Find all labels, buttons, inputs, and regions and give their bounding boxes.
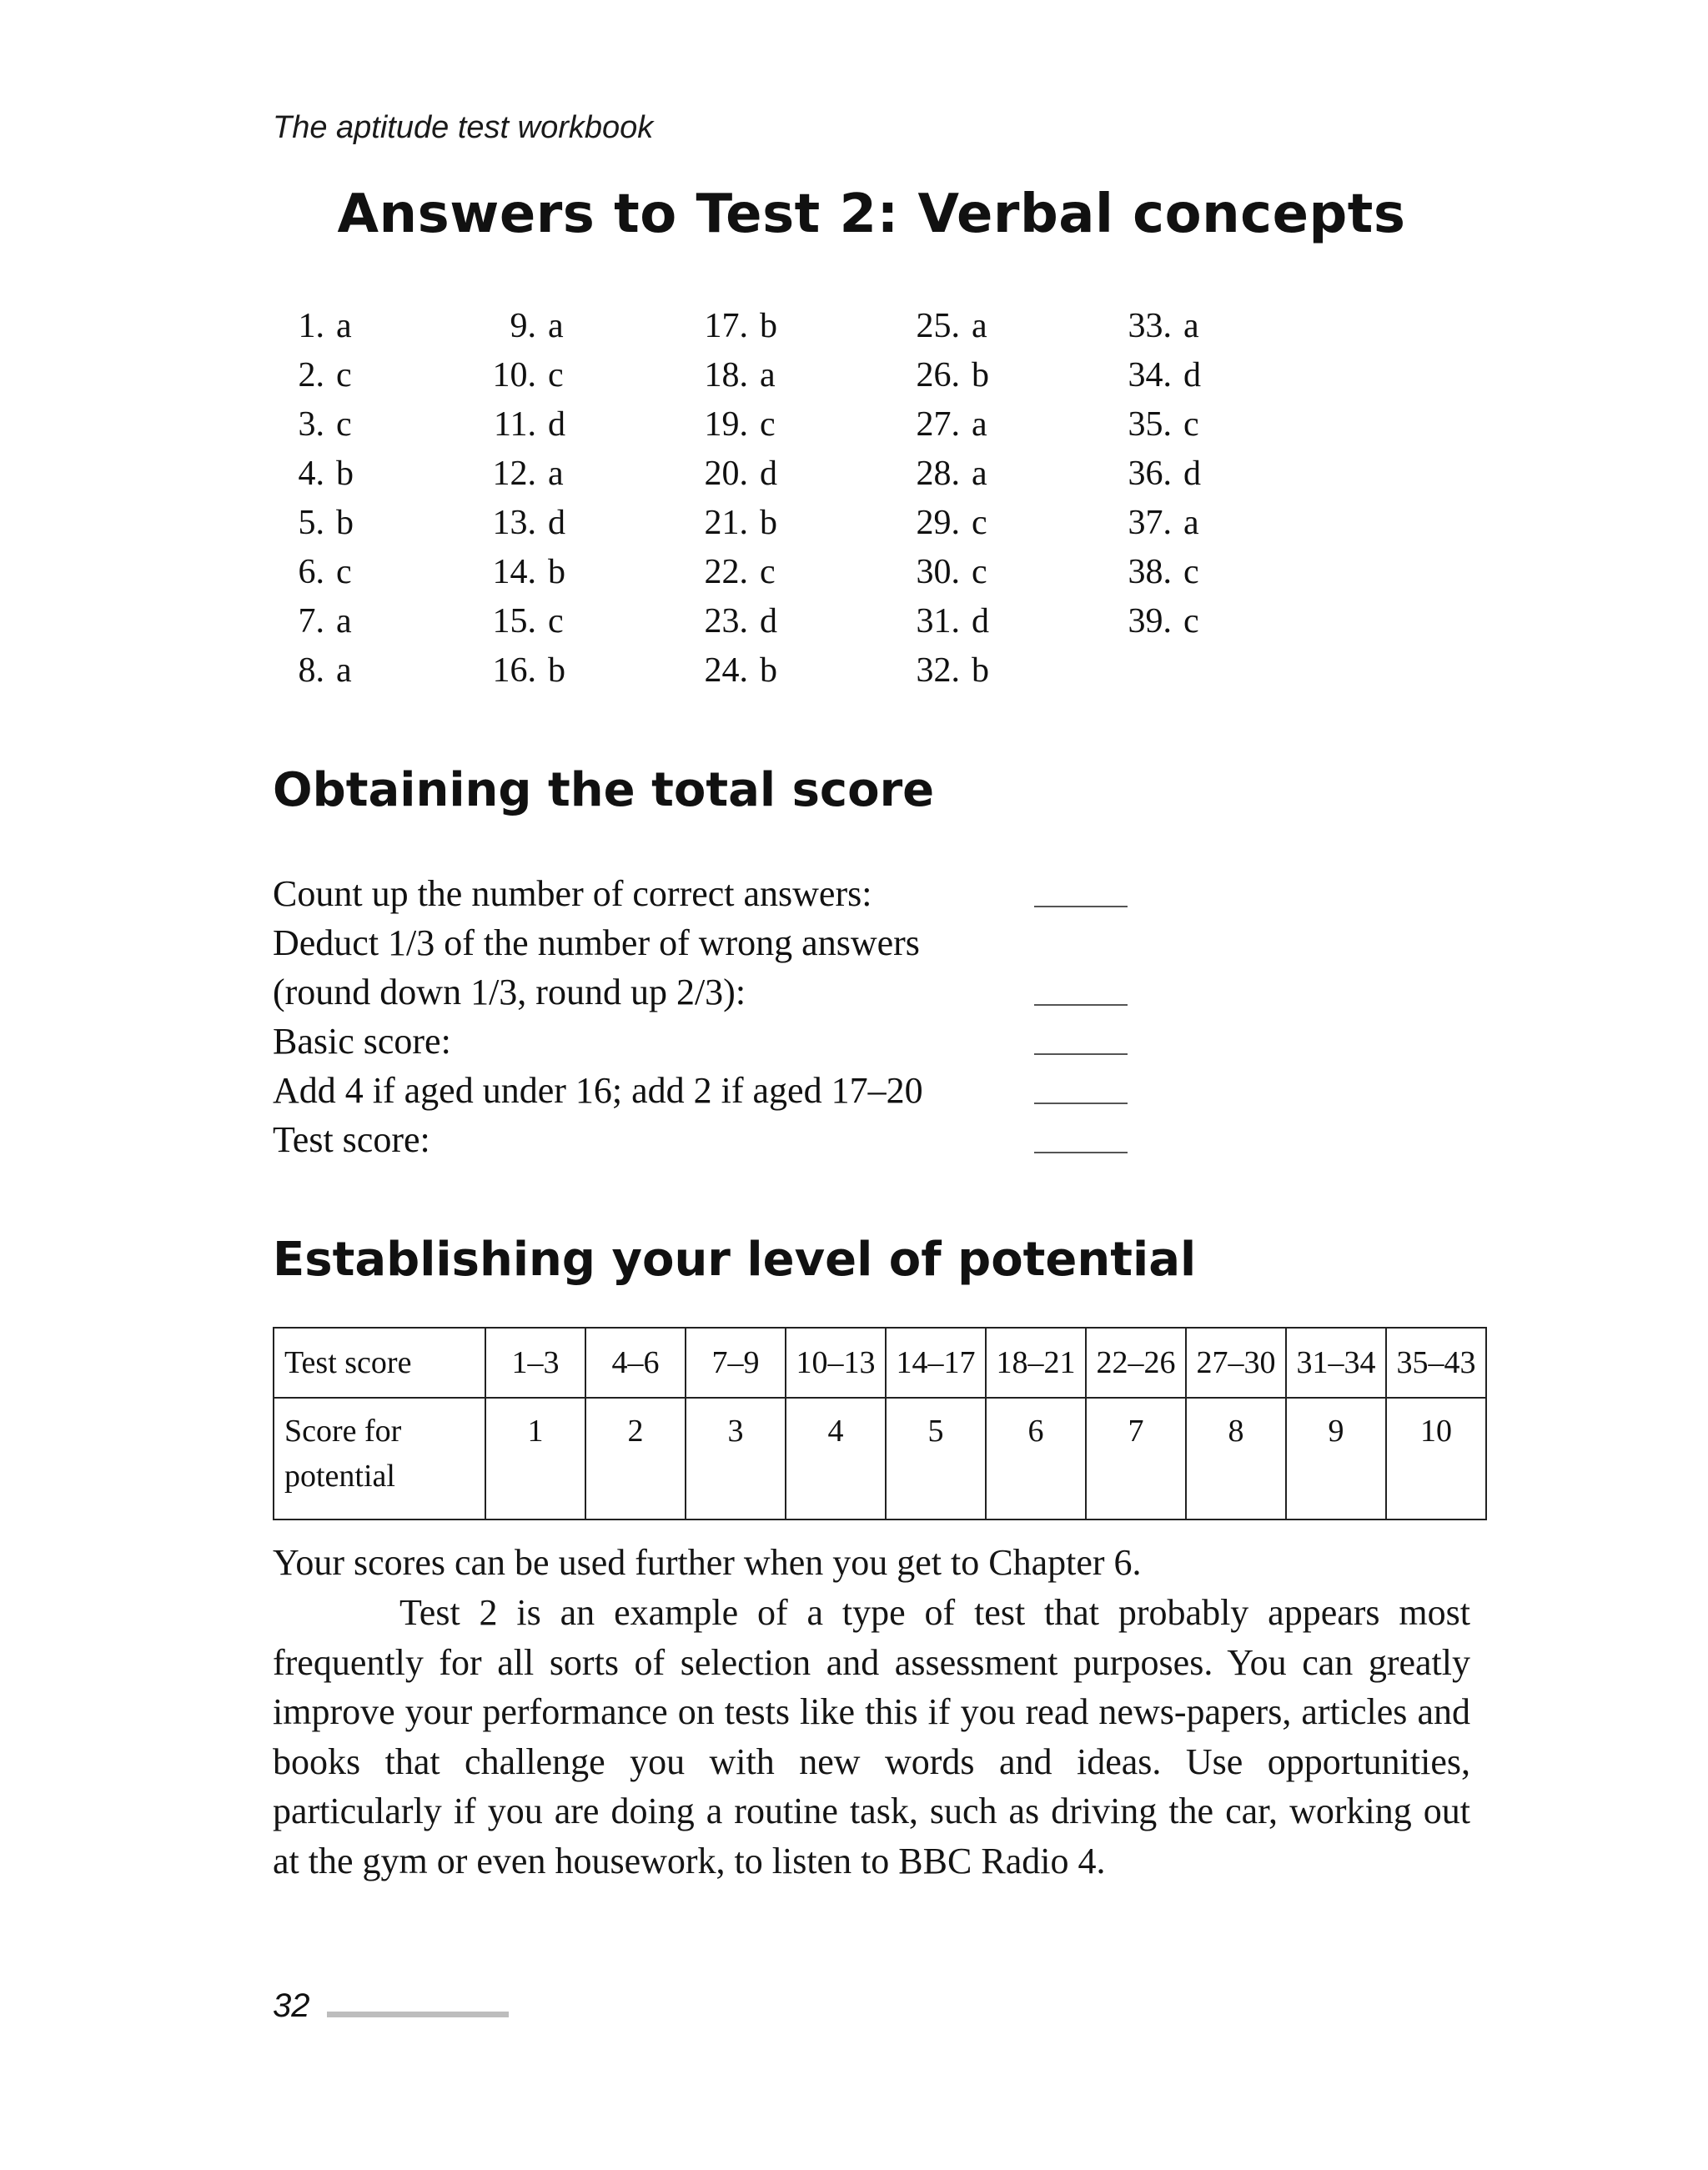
answer-letter: a	[336, 307, 352, 345]
potential-score-value: 2	[585, 1398, 686, 1520]
answer-letter: a	[336, 602, 352, 640]
answer-letter: c	[336, 356, 352, 394]
answer-letter: c	[336, 553, 352, 591]
answer-letter: b	[548, 651, 565, 690]
question-number: 35.	[1128, 405, 1172, 444]
question-number: 1.	[298, 307, 324, 345]
total-score-heading: Obtaining the total score	[273, 763, 935, 817]
answer-item	[696, 351, 908, 400]
answer-key	[273, 302, 1332, 696]
answer-letter: a	[972, 455, 987, 493]
score-step-text: Basic score:	[273, 1021, 451, 1062]
potential-score-value: 3	[686, 1398, 786, 1520]
page-title: Answers to Test 2: Verbal concepts	[337, 183, 1406, 245]
question-number: 36.	[1128, 455, 1172, 493]
answer-letter: c	[1183, 602, 1199, 640]
score-blank-line	[1034, 1053, 1128, 1055]
test-score-range: 22–26	[1086, 1328, 1186, 1398]
question-number: 4.	[298, 455, 324, 493]
potential-heading: Establishing your level of potential	[273, 1233, 1197, 1287]
answer-item	[696, 302, 908, 351]
answer-column	[273, 302, 485, 696]
potential-score-value: 8	[1186, 1398, 1286, 1520]
test-score-range: 7–9	[686, 1328, 786, 1398]
answer-letter: c	[972, 504, 987, 542]
answer-letter: c	[336, 405, 352, 444]
answer-item	[696, 646, 908, 696]
answer-item	[1120, 302, 1332, 351]
answer-item	[273, 548, 485, 597]
potential-label-line1: Score for	[284, 1414, 402, 1449]
answer-letter: a	[336, 651, 352, 690]
answer-column	[1120, 302, 1332, 696]
answer-letter: d	[1183, 356, 1201, 394]
question-number: 3.	[298, 405, 324, 444]
question-number: 27.	[916, 405, 960, 444]
question-number: 2.	[298, 356, 324, 394]
question-number: 18.	[704, 356, 748, 394]
question-number: 38.	[1128, 553, 1172, 591]
body-paragraph-2: Test 2 is an example of a type of test that probably appears most frequently for all sorts of selection and assessment purposes. You can greatly improve your performance on tests like this if you read news-papers, articles and books that challenge you with new words and ideas. Use opportunities, particularly if you are doing a routine task, such as driving the car, working out at the gym or even housework, to listen to BBC Radio 4.	[273, 1592, 1470, 1881]
answer-item	[1120, 499, 1332, 548]
answer-letter: a	[972, 307, 987, 345]
potential-score-value: 5	[886, 1398, 986, 1520]
answer-item	[696, 597, 908, 646]
answer-item	[273, 646, 485, 696]
answer-letter: a	[972, 405, 987, 444]
answer-item	[1120, 548, 1332, 597]
score-blank-line	[1034, 906, 1128, 907]
potential-score-value: 4	[786, 1398, 886, 1520]
score-blank-line	[1034, 1152, 1128, 1153]
question-number: 19.	[704, 405, 748, 444]
question-number: 37.	[1128, 504, 1172, 542]
answer-letter: b	[972, 651, 989, 690]
question-number: 32.	[916, 651, 960, 690]
answer-letter: d	[972, 602, 989, 640]
question-number: 31.	[916, 602, 960, 640]
answer-item	[273, 351, 485, 400]
question-number: 20.	[704, 455, 748, 493]
answer-item	[273, 499, 485, 548]
question-number: 15.	[492, 602, 536, 640]
score-step-text: Test score:	[273, 1119, 430, 1160]
answer-item	[485, 499, 696, 548]
answer-item	[696, 548, 908, 597]
answer-letter: a	[1183, 307, 1199, 345]
answer-letter: b	[336, 455, 354, 493]
test-score-range: 27–30	[1186, 1328, 1286, 1398]
question-number: 10.	[492, 356, 536, 394]
potential-score-row	[274, 1398, 1486, 1520]
question-number: 13.	[492, 504, 536, 542]
question-number: 5.	[298, 504, 324, 542]
answer-item	[908, 597, 1120, 646]
answer-item	[273, 302, 485, 351]
score-step	[273, 1017, 1190, 1066]
potential-score-value: 6	[986, 1398, 1086, 1520]
question-number: 6.	[298, 553, 324, 591]
score-step-text: Count up the number of correct answers:	[273, 873, 872, 914]
answer-item	[696, 400, 908, 450]
answer-letter: b	[760, 651, 777, 690]
answer-item	[485, 548, 696, 597]
folio-rule	[327, 2012, 509, 2017]
score-step	[273, 967, 1190, 1017]
potential-score-value: 1	[485, 1398, 585, 1520]
question-number: 14.	[492, 553, 536, 591]
answer-letter: d	[548, 405, 565, 444]
answer-item	[273, 597, 485, 646]
answer-letter: c	[760, 405, 776, 444]
answer-column	[908, 302, 1120, 696]
question-number: 11.	[494, 405, 536, 444]
test-score-range: 31–34	[1286, 1328, 1386, 1398]
answer-letter: b	[548, 553, 565, 591]
answer-letter: d	[548, 504, 565, 542]
score-blank-line	[1034, 1004, 1128, 1006]
answer-item	[908, 400, 1120, 450]
question-number: 22.	[704, 553, 748, 591]
answer-item	[908, 450, 1120, 499]
answer-letter: b	[972, 356, 989, 394]
score-step-text: Add 4 if aged under 16; add 2 if aged 17–20	[273, 1070, 923, 1111]
answer-letter: b	[760, 504, 777, 542]
potential-label-line2: potential	[284, 1459, 395, 1494]
answer-item	[908, 302, 1120, 351]
question-number: 30.	[916, 553, 960, 591]
question-number: 23.	[704, 602, 748, 640]
answer-column	[485, 302, 696, 696]
question-number: 39.	[1128, 602, 1172, 640]
answer-column	[696, 302, 908, 696]
answer-letter: b	[336, 504, 354, 542]
potential-score-value: 10	[1386, 1398, 1486, 1520]
answer-letter: d	[760, 602, 777, 640]
score-step-text: Deduct 1/3 of the number of wrong answers	[273, 922, 920, 963]
page-number: 32	[273, 1987, 310, 2024]
test-score-range: 35–43	[1386, 1328, 1486, 1398]
score-step	[273, 869, 1190, 918]
potential-score-label	[274, 1398, 485, 1520]
answer-item	[696, 499, 908, 548]
answer-item	[908, 499, 1120, 548]
answer-letter: c	[548, 356, 564, 394]
answer-item	[485, 450, 696, 499]
answer-letter: a	[548, 455, 564, 493]
body-paragraph-1: Your scores can be used further when you get to Chapter 6.	[273, 1542, 1142, 1583]
answer-letter: a	[1183, 504, 1199, 542]
answer-item	[1120, 597, 1332, 646]
question-number: 21.	[704, 504, 748, 542]
test-score-range: 4–6	[585, 1328, 686, 1398]
score-step	[273, 918, 1190, 967]
answer-letter: a	[548, 307, 564, 345]
answer-letter: d	[1183, 455, 1201, 493]
answer-item	[696, 450, 908, 499]
question-number: 25.	[916, 307, 960, 345]
question-number: 8.	[298, 651, 324, 690]
answer-item	[1120, 400, 1332, 450]
answer-item	[485, 646, 696, 696]
question-number: 16.	[492, 651, 536, 690]
answer-item	[485, 302, 696, 351]
score-step-text: (round down 1/3, round up 2/3):	[273, 972, 746, 1012]
answer-item	[273, 450, 485, 499]
answer-item	[485, 400, 696, 450]
answer-letter: c	[1183, 405, 1199, 444]
answer-item	[1120, 351, 1332, 400]
answer-item	[908, 646, 1120, 696]
test-score-range: 14–17	[886, 1328, 986, 1398]
potential-score-value: 9	[1286, 1398, 1386, 1520]
test-score-row	[274, 1328, 1486, 1398]
answer-letter: c	[972, 553, 987, 591]
score-steps	[273, 869, 1190, 1164]
question-number: 9.	[510, 307, 536, 345]
question-number: 29.	[916, 504, 960, 542]
question-number: 33.	[1128, 307, 1172, 345]
question-number: 12.	[492, 455, 536, 493]
potential-table	[273, 1327, 1487, 1520]
answer-item	[1120, 450, 1332, 499]
test-score-range: 10–13	[786, 1328, 886, 1398]
score-step	[273, 1115, 1190, 1164]
question-number: 24.	[704, 651, 748, 690]
question-number: 7.	[298, 602, 324, 640]
answer-item	[908, 351, 1120, 400]
running-head: The aptitude test workbook	[273, 110, 654, 145]
potential-score-value: 7	[1086, 1398, 1186, 1520]
answer-letter: c	[548, 602, 564, 640]
question-number: 26.	[916, 356, 960, 394]
answer-letter: c	[1183, 553, 1199, 591]
question-number: 28.	[916, 455, 960, 493]
answer-letter: b	[760, 307, 777, 345]
answer-letter: a	[760, 356, 776, 394]
score-step	[273, 1066, 1190, 1115]
test-score-range: 18–21	[986, 1328, 1086, 1398]
answer-letter: d	[760, 455, 777, 493]
question-number: 34.	[1128, 356, 1172, 394]
answer-letter: c	[760, 553, 776, 591]
question-number: 17.	[704, 307, 748, 345]
answer-item	[485, 351, 696, 400]
answer-item	[273, 400, 485, 450]
answer-item	[908, 548, 1120, 597]
test-score-range: 1–3	[485, 1328, 585, 1398]
score-blank-line	[1034, 1103, 1128, 1104]
test-score-label: Test score	[274, 1328, 485, 1398]
answer-item	[485, 597, 696, 646]
